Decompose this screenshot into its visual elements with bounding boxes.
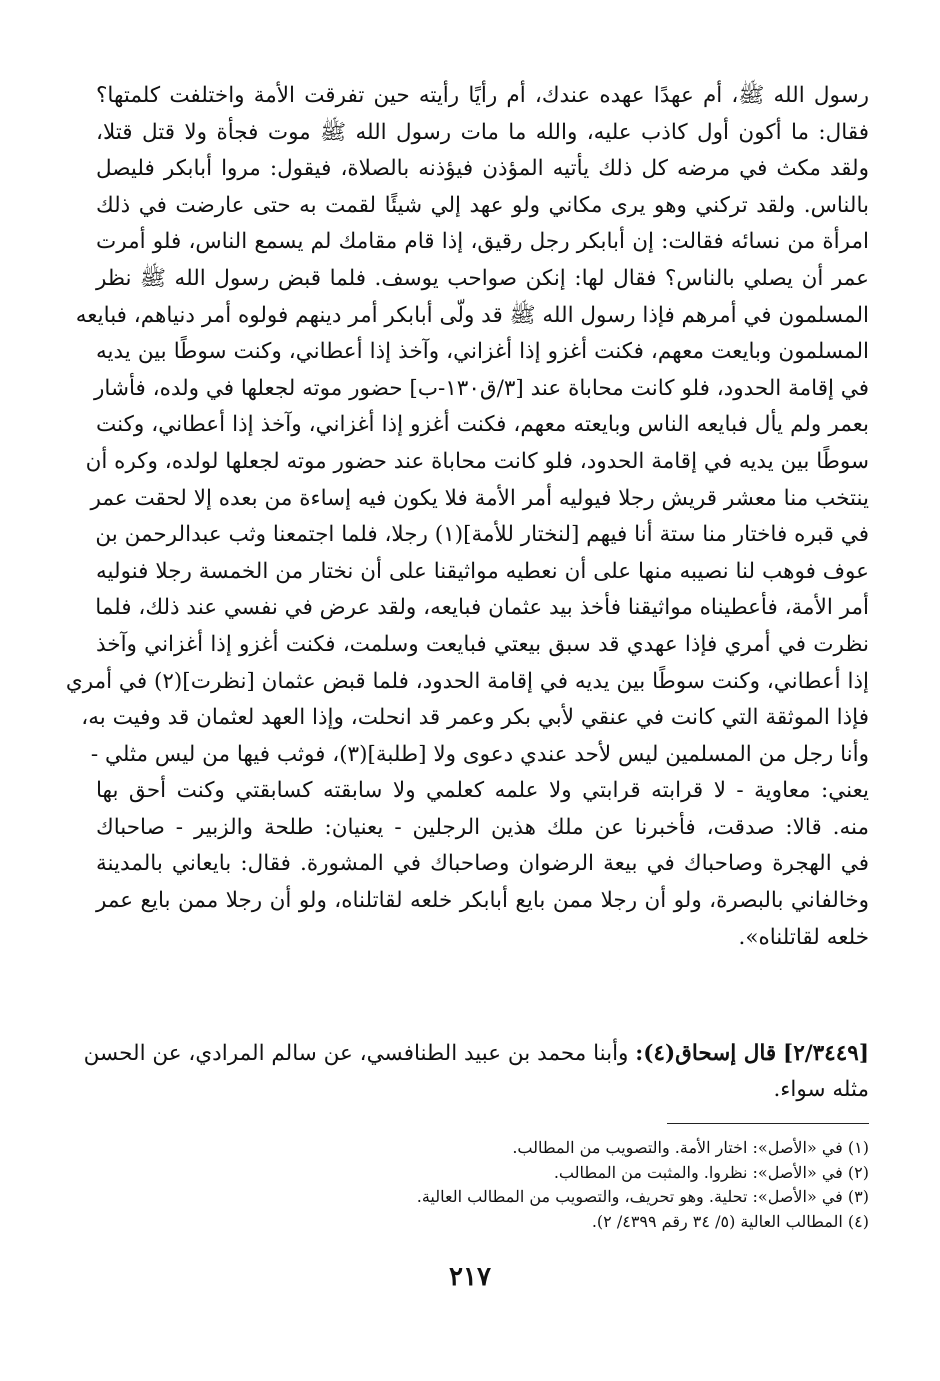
text-line: في قبره فاختار منا ستة أنا فيهم [لنختار للأمة](١) رجلا، فلما اجتمعنا وثب عبدالرحمن بن <box>95 522 869 548</box>
footnote: (٢) في «الأصل»: نظروا. والمثبت من المطالب. <box>553 1162 869 1182</box>
footnote: (٣) في «الأصل»: تحلية. وهو تحريف، والتصويب من المطالب العالية. <box>416 1187 869 1206</box>
footnote-divider <box>667 1123 869 1124</box>
text-line: وخالفاني بالبصرة، ولو أن رجلا ممن بايع أبابكر خلعه لقاتلناه، ولو أن رجلا ممن بايع عمر <box>96 888 869 914</box>
text-line: إذا أعطاني، وكنت سوطًا بين يديه في إقامة الحدود، فلما قبض عثمان [نظرت](٢) في أمري <box>65 668 869 694</box>
text-line: خلعه لقاتلناه». <box>738 924 869 950</box>
text-line: سوطًا بين يديه في إقامة الحدود، فلو كانت محاباة عند حضور موته لجعلها لولده، وكره أن <box>85 448 869 474</box>
text-line: فإذا الموثقة التي كانت في عنقي لأبي بكر وعمر قد انحلت، وإذا العهد لعثمان قد وفيت به، <box>81 705 869 731</box>
text-line: وأنا رجل من المسلمين ليس لأحد عندي دعوى ولا [طلبة](٣)، فوثب فيها من ليس مثلي - <box>90 741 869 767</box>
text-line: ينتخب منا معشر قريش رجلا فيوليه أمر الأمة فلا يكون فيه إساءة من بعده إلا لحقت عمر <box>90 485 869 511</box>
text-line: عمر أن يصلي بالناس؟ فقال لها: إنكن صواحب يوسف. فلما قبض رسول الله ﷺ نظر <box>96 265 869 291</box>
text-line: منه. قالا: صدقت، فأخبرنا عن ملك هذين الرجلين - يعنيان: طلحة والزبير - صاحباك <box>96 814 869 840</box>
text-line: عوف فوهب لنا نصيبه منها على أن نعطيه مواثيقنا على أن نختار من الخمسة رجلا فنوليه <box>96 558 869 584</box>
entry-number: [٢/٣٤٤٩] <box>783 1041 869 1066</box>
text-line: بالناس. ولقد تركني وهو يرى مكاني ولو عهد إلي شيئًا لقمت به حتى عارضت في ذلك <box>96 192 869 218</box>
text-line: أمر الأمة، فأعطيناه مواثيقنا فأخذ بيد عثمان فبايعه، ولقد عرض في نفسي عند ذلك، فلما <box>95 595 869 621</box>
entry-line <box>83 1036 869 1072</box>
entry-text: وأبنا محمد بن عبيد الطنافسي، عن سالم المرادي، عن الحسن <box>83 1041 629 1066</box>
text-line: المسلمون في أمرهم فإذا رسول الله ﷺ قد ولّى أبابكر أمر دينهم فولوه أمر دنياهم، فبايعه <box>75 302 869 328</box>
text-line: المسلمون وبايعت معهم، فكنت أغزو إذا أغزاني، وآخذ إذا أعطاني، وكنت سوطًا بين يديه <box>96 339 869 365</box>
text-line: ولقد مكث في مرضه كل ذلك يأتيه المؤذن فيؤذنه بالصلاة، فيقول: مروا أبابكر فليصل <box>96 156 869 182</box>
text-line: امرأة من نسائه فقالت: إن أبابكر رجل رقيق، إذا قام مقامك لم يسمع الناس، فلو أمرت <box>96 229 869 255</box>
page-number: ٢١٧ <box>449 1262 491 1292</box>
text-line: في الهجرة وصاحباك في بيعة الرضوان وصاحباك في المشورة. فقال: بايعاني بالمدينة <box>96 851 869 877</box>
footnote: (١) في «الأصل»: اختار الأمة. والتصويب من المطالب. <box>512 1138 869 1157</box>
text-line: بعمر ولم يأل فبايعه الناس وبايعته معهم، فكنت أغزو إذا أغزاني، وآخذ إذا أعطاني، وكنت <box>96 412 869 438</box>
text-line: في إقامة الحدود، فلو كانت محاباة عند [٣/ق١٣٠-ب] حضور موته لجعلها في ولده، فأشار <box>94 375 869 401</box>
footnote: (٤) المطالب العالية (٥/ ٣٤ رقم ٤٣٩٩/ ٢). <box>591 1211 869 1231</box>
text-line: رسول الله ﷺ، أم عهدًا عهده عندك، أم رأيًا رأيته حين تفرقت الأمة واختلفت كلمتها؟ <box>96 83 869 108</box>
entry-heading: قال إسحاق(٤): <box>635 1041 777 1066</box>
main-text <box>65 78 869 956</box>
hadith-entry <box>83 1036 869 1108</box>
entry-line: مثله سواء. <box>773 1077 869 1102</box>
text-line: نظرت في أمري فإذا عهدي قد سبق بيعتي فبايعت وسلمت، فكنت أغزو إذا أغزاني وآخذ <box>96 631 869 657</box>
text-line: يعني: معاوية - لا قرابته قرابتي ولا علمه كعلمي ولا سابقته كسابقتي وكنت أحق بها <box>96 778 869 804</box>
text-line: فقال: ما أكون أول كاذب عليه، والله ما مات رسول الله ﷺ موت فجأة ولا قتل قتلا، <box>96 119 869 145</box>
footnotes <box>96 1136 869 1234</box>
